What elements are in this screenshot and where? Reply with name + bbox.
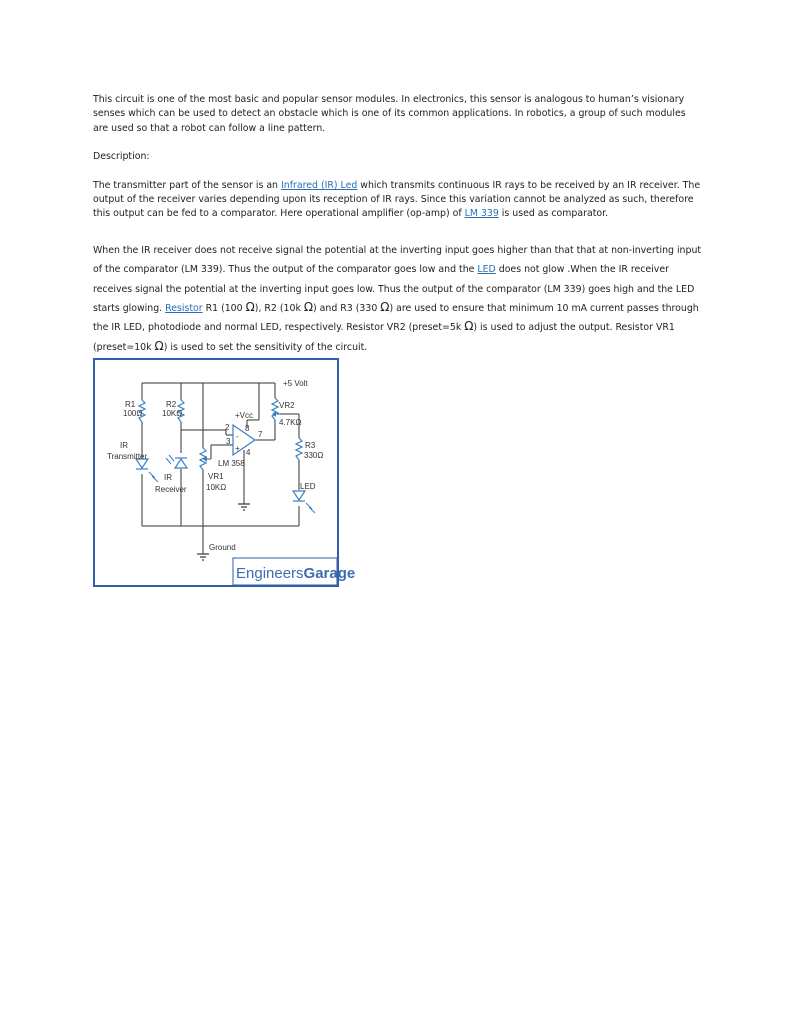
ir-receiver-label-1: IR <box>164 473 172 482</box>
ohm-symbol: Ω <box>380 300 390 314</box>
circuit-diagram-figure <box>93 358 356 587</box>
r2-name: R2 <box>166 400 177 409</box>
transmitter-text-3: is used as comparator. <box>498 208 609 220</box>
operation-text-2: does not glow .When the IR receiver receives signal the potential at the inverting input goes low. Thus the output of the comparator (LM 339) goes high and the LED starts glowing. <box>93 264 695 314</box>
opamp-label: LM 358 <box>218 459 245 468</box>
vcc-label: +Vcc <box>235 411 254 420</box>
ohm-symbol: Ω <box>245 300 255 314</box>
vr2-value: 4.7KΩ <box>279 418 302 427</box>
ohm-symbol: Ω <box>464 319 474 334</box>
pin-2-label: 2 <box>225 423 230 432</box>
operation-text-1: When the IR receiver does not receive signal the potential at the inverting input goes higher than that that at non-inverting input of the comparator (LM 339). Thus the output of the comparator goes low and the <box>93 244 702 276</box>
ir-transmitter-label-2: Transmitter <box>107 452 148 461</box>
led-link[interactable]: LED <box>477 264 496 276</box>
opamp-inverting-sign: - <box>236 432 239 441</box>
operation-text-7: ) is used to adjust the output. Resistor VR1 (preset=10k <box>93 322 675 353</box>
vr2-name: VR2 <box>279 401 295 410</box>
operation-text-6: ) are used to ensure that minimum 10 mA current passes through the IR LED, photodiode and normal LED, respectively. Resistor VR2 (preset=5k <box>93 303 699 334</box>
ohm-symbol: Ω <box>154 338 164 353</box>
ir-transmitter-label-1: IR <box>120 441 128 450</box>
vr1-value: 10KΩ <box>206 483 227 492</box>
opamp-noninverting-sign: + <box>235 444 240 453</box>
supply-label: +5 Volt <box>283 379 308 388</box>
operation-paragraph <box>93 241 703 357</box>
resistor-link[interactable]: Resistor <box>165 303 203 314</box>
operation-text-3: R1 (100 <box>202 303 246 314</box>
ir-receiver-label-2: Receiver <box>155 485 187 494</box>
logo-text: EngineersGarage <box>236 565 356 582</box>
operation-text-4: ), R2 (10k <box>254 303 304 314</box>
operation-text-5: ) and R3 (330 <box>313 303 381 314</box>
r2-value: 10KΩ <box>162 409 183 418</box>
r1-name: R1 <box>125 400 136 409</box>
transmitter-text-1: The transmitter part of the sensor is an <box>93 179 281 191</box>
transmitter-paragraph <box>93 179 703 222</box>
r3-name: R3 <box>305 441 316 450</box>
r1-value: 100Ω <box>123 409 143 418</box>
lm339-link[interactable]: LM 339 <box>464 208 499 220</box>
circuit-diagram <box>93 358 356 587</box>
ohm-symbol: Ω <box>303 300 314 314</box>
infrared-led-link[interactable]: Infrared (IR) Led <box>280 179 358 191</box>
led-label: LED <box>300 482 316 491</box>
ground-label: Ground <box>209 543 236 552</box>
pin-7-label: 7 <box>258 430 263 439</box>
pin-4-label: 4 <box>246 448 251 457</box>
pin-8-label: 8 <box>245 424 250 433</box>
intro-paragraph: This circuit is one of the most basic and popular sensor modules. In electronics, this sensor is analogous to human’s visionary senses which can be used to detect an obstacle which is one of its common applications. In robotics, a group of such modules are used so that a robot can follow a line pattern. <box>93 94 686 134</box>
article-body <box>93 93 703 357</box>
vr1-name: VR1 <box>208 472 224 481</box>
transmitter-text-2: which transmits continuous IR rays to be received by an IR receiver. The output of the receiver varies depending upon its reception of IR rays. Since this variation cannot be analyzed as such, therefore this output can be fed to a comparator. Here operational amplifier (op-amp) of <box>93 179 701 220</box>
pin-3-label: 3 <box>226 437 231 446</box>
operation-text-8: ) is used to set the sensitivity of the circuit. <box>163 341 368 353</box>
description-heading: Description: <box>93 150 150 162</box>
r3-value: 330Ω <box>304 451 324 460</box>
engineers-garage-logo <box>233 558 355 585</box>
